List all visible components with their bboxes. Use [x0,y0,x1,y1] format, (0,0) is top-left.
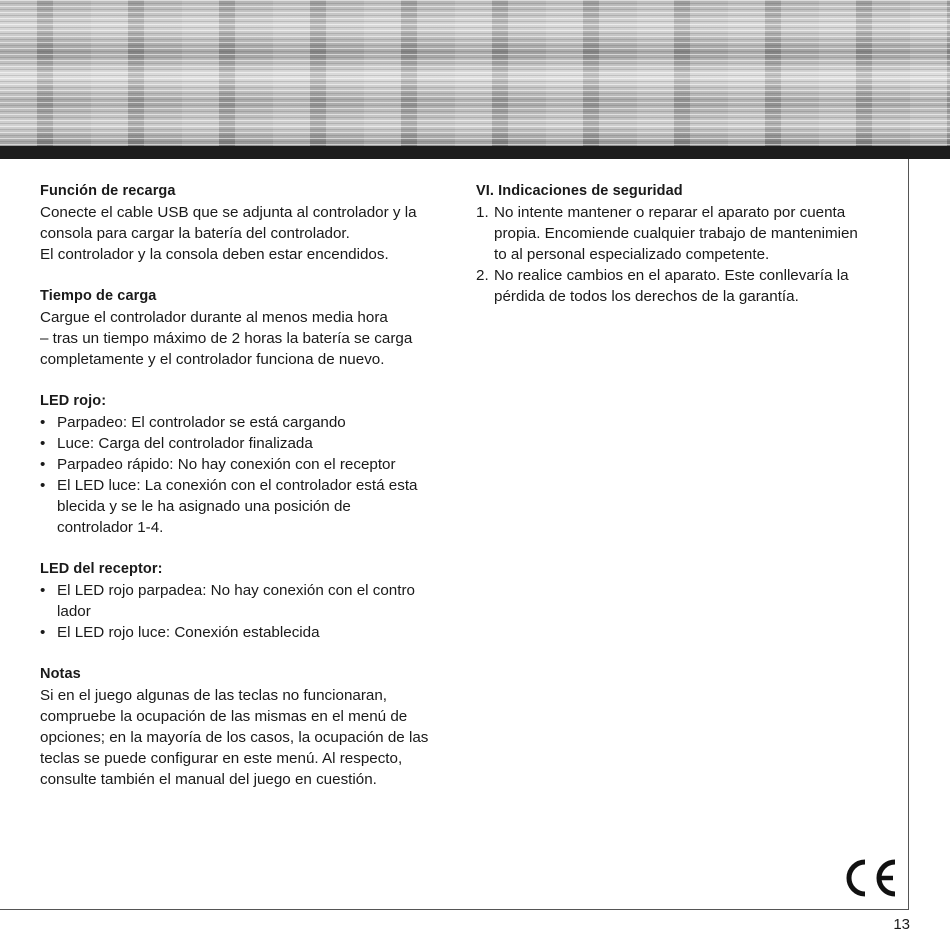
section-heading: Tiempo de carga [40,288,157,304]
left-column [40,181,470,811]
text-line: compruebe la ocupación de las mismas en el menú de [40,708,408,725]
right-column [476,181,896,328]
text-line: controlador 1-4. [57,519,164,536]
page-number: 13 [893,916,910,933]
bullet-list [40,412,470,538]
text-line: consola para cargar la batería del controlador. [40,225,350,242]
section-heading: LED rojo: [40,393,107,409]
text-line: Cargue el controlador durante al menos media hora [40,309,388,326]
section-recharge [40,181,470,265]
text-line: propia. Encomiende cualquier trabajo de mantenimien [494,225,858,242]
text-line: blecida y se le ha asignado una posición de [57,498,351,515]
text-line: • El LED rojo luce: Conexión establecida [57,624,320,641]
list-item [40,622,470,643]
list-item [40,475,470,538]
item-number: 1. [476,204,489,221]
section-notes [40,664,470,790]
header-band [0,0,950,146]
text-line: El controlador y la consola deben estar encendidos. [40,246,389,263]
ce-mark-icon [838,857,898,899]
text-line: opciones; en la mayoría de los casos, la ocupación de las [40,729,429,746]
text-line: • El LED rojo parpadea: No hay conexión con el contro [57,582,415,599]
bottom-border-rule [0,909,909,910]
list-item [476,202,896,265]
item-number: 2. [476,267,489,284]
text-line: No realice cambios en el aparato. Este conllevaría la [494,267,849,284]
text-line: teclas se puede configurar en este menú. Al respecto, [40,750,403,767]
numbered-list [476,202,896,307]
text-line: lador [57,603,91,620]
list-item [40,433,470,454]
text-line: • Luce: Carga del controlador finalizada [57,435,313,452]
text-line: • Parpadeo rápido: No hay conexión con el receptor [57,456,396,473]
section-heading: Función de recarga [40,183,176,199]
section-charge-time [40,286,470,370]
text-line: to al personal especializado competente. [494,246,770,263]
text-line: Si en el juego algunas de las teclas no funcionaran, [40,687,388,704]
list-item [40,454,470,475]
list-item [40,412,470,433]
header-bar [0,146,950,159]
list-item [40,580,470,622]
text-line: pérdida de todos los derechos de la garantía. [494,288,799,305]
right-border-rule [908,159,909,910]
bullet-list [40,580,470,643]
text-line: • El LED luce: La conexión con el controlador está esta [57,477,418,494]
text-line: consulte también el manual del juego en cuestión. [40,771,377,788]
section-led-red [40,391,470,538]
text-line: Conecte el cable USB que se adjunta al controlador y la [40,204,417,221]
section-heading: LED del receptor: [40,561,163,577]
section-safety [476,181,896,307]
section-heading: Notas [40,666,81,682]
text-line: • Parpadeo: El controlador se está cargando [57,414,346,431]
text-line: – tras un tiempo máximo de 2 horas la batería se carga [40,330,413,347]
text-line: No intente mantener o reparar el aparato por cuenta [494,204,846,221]
text-line: completamente y el controlador funciona de nuevo. [40,351,385,368]
list-item [476,265,896,307]
section-led-receiver [40,559,470,643]
section-heading: VI. Indicaciones de seguridad [476,183,683,199]
